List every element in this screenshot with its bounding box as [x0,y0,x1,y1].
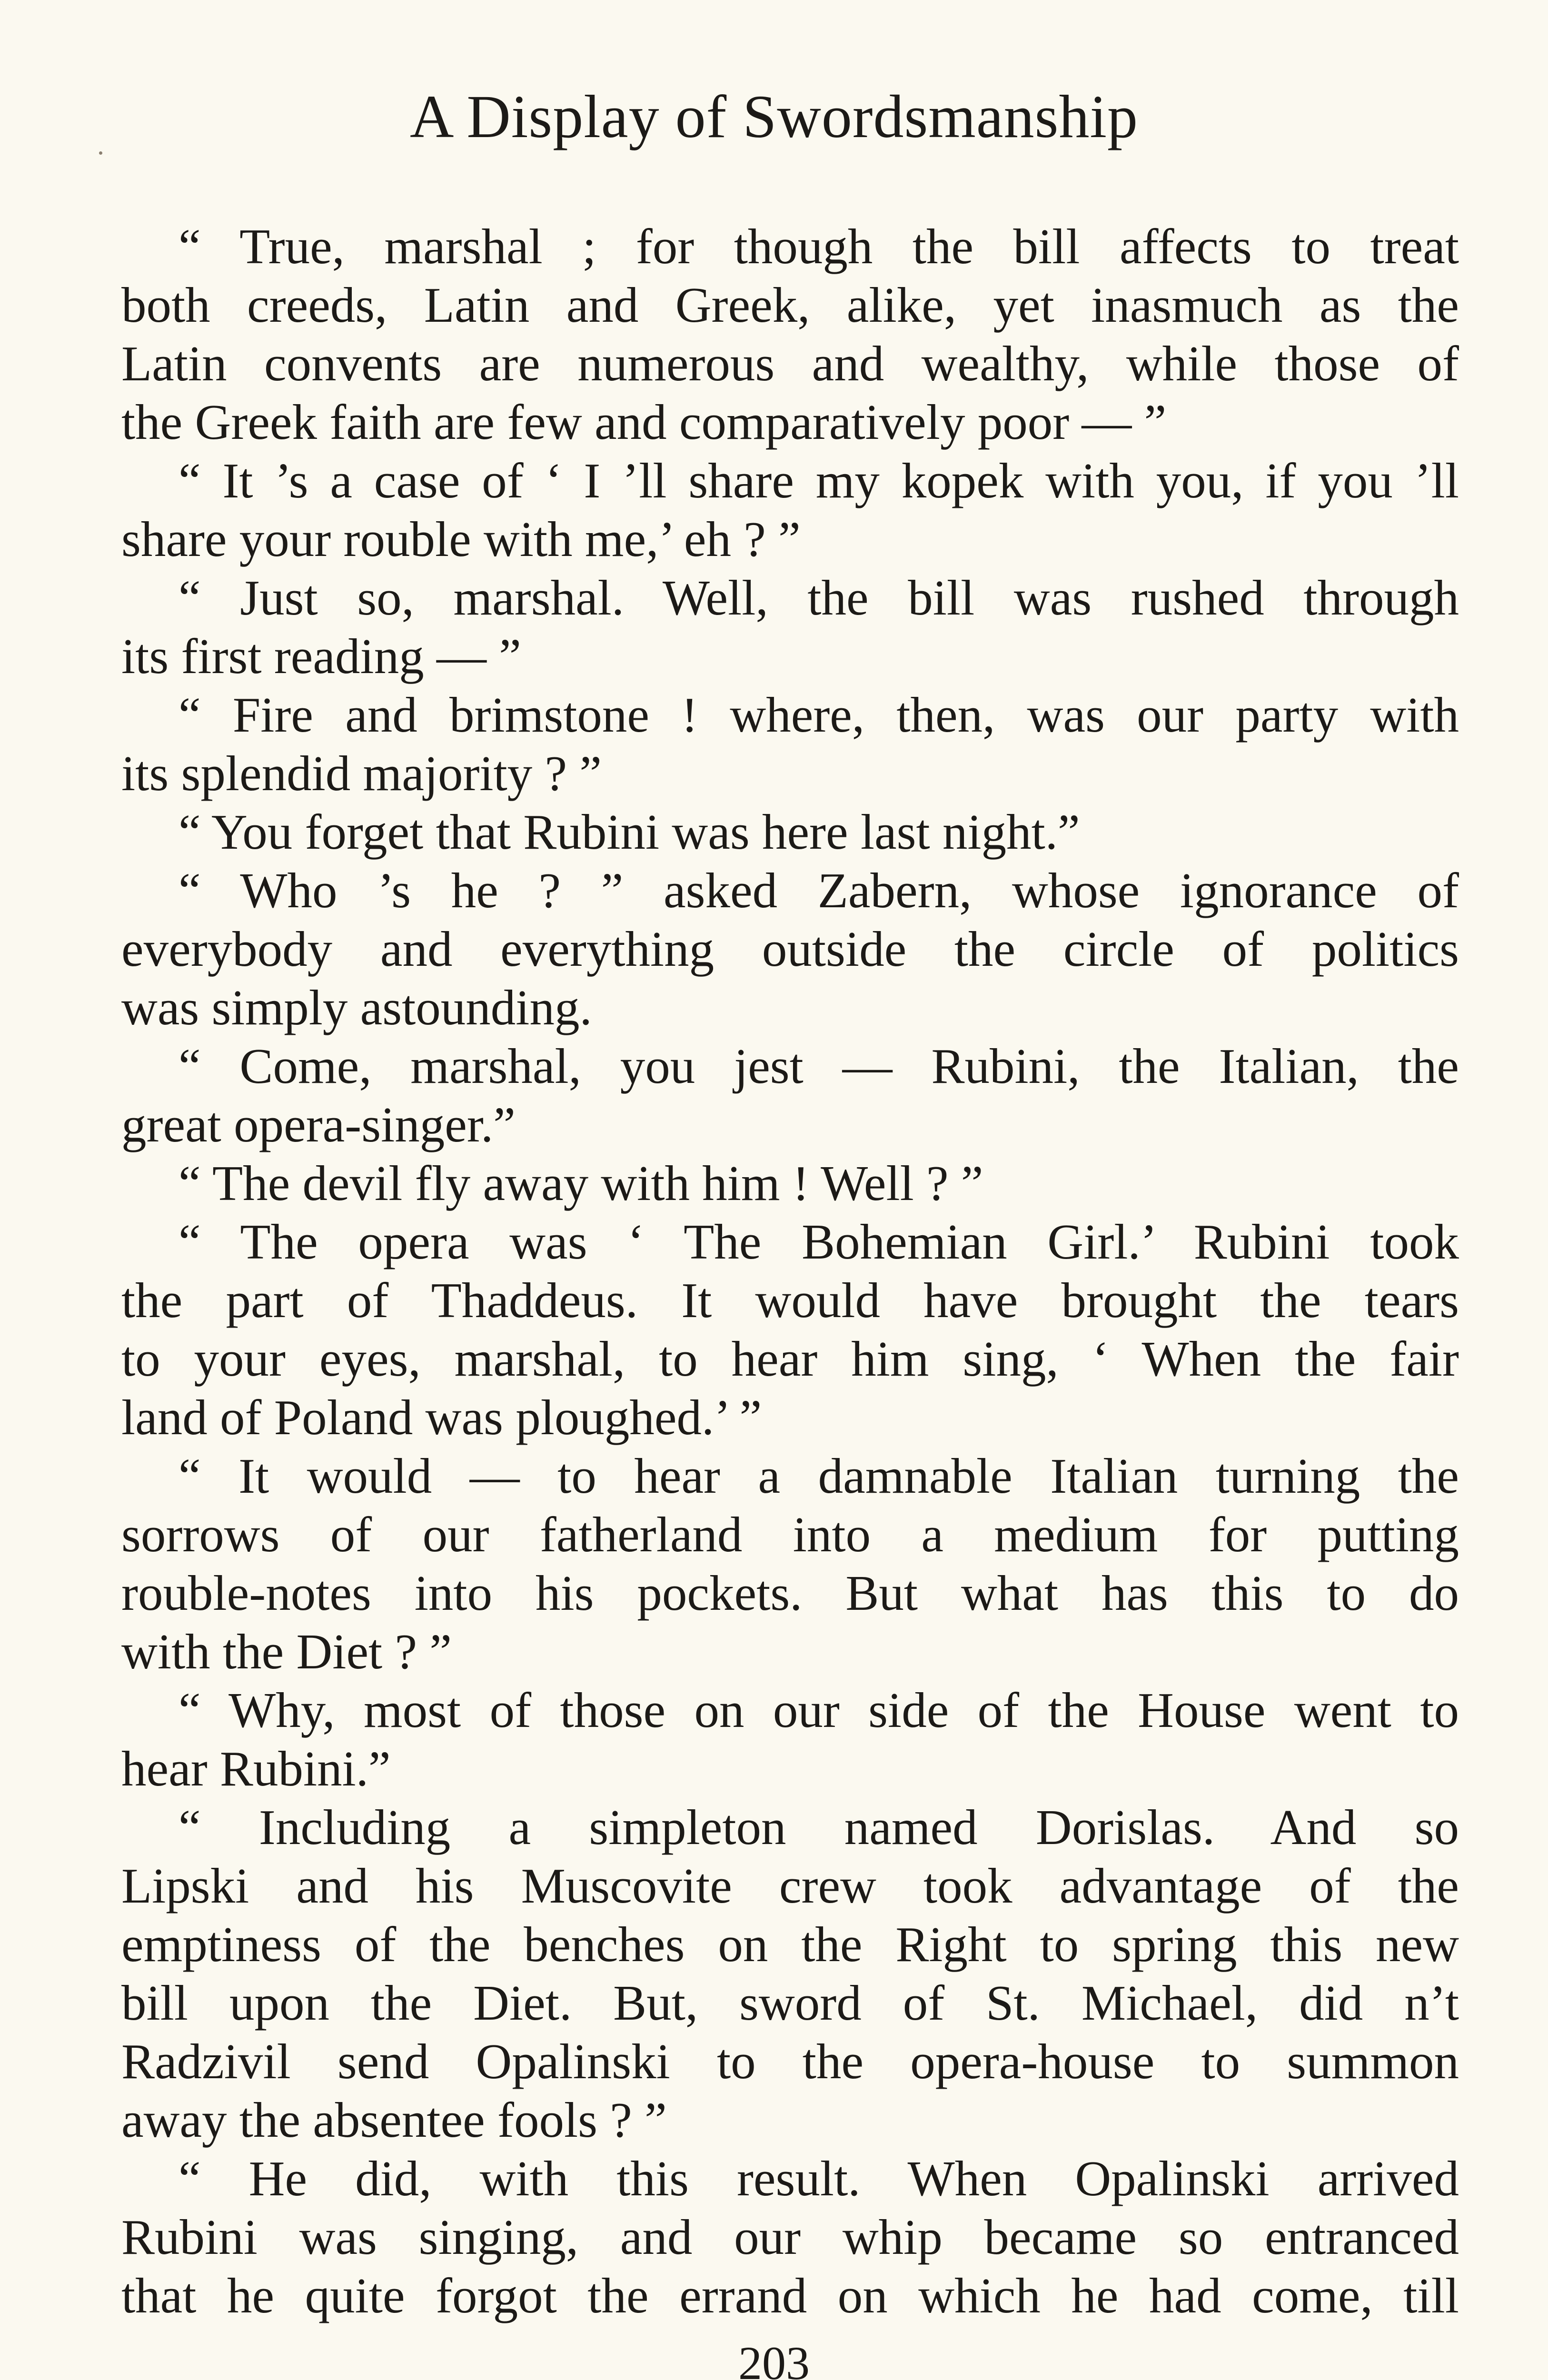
text-line: “ It would — to hear a damnable Italian turning the [179,1448,1459,1504]
text-line: sorrows of our fatherland into a medium for putting [121,1507,1459,1562]
text-line: Latin convents are numerous and wealthy, while those of [121,336,1459,391]
body-text [121,217,1459,2325]
text-line: share your rouble with me,’ eh ? ” [121,511,801,567]
text-line: bill upon the Diet. But, sword of St. Michael, did n’t [121,1975,1459,2031]
text-line: hear Rubini.” [121,1741,391,1796]
text-line: Lipski and his Muscovite crew took advantage of the [121,1858,1459,1914]
text-line: great opera-singer.” [121,1097,516,1152]
text-line: “ It ’s a case of ‘ I ’ll share my kopek with you, if you ’ll [179,453,1459,508]
text-line: “ True, marshal ; for though the bill affects to treat [179,218,1459,274]
text-line: land of Poland was ploughed.’ ” [121,1389,762,1445]
text-line: emptiness of the benches on the Right to spring this new [121,1916,1459,1972]
text-line: “ Just so, marshal. Well, the bill was rushed through [179,570,1459,625]
text-line: “ You forget that Rubini was here last night.” [179,804,1080,860]
text-line: “ The opera was ‘ The Bohemian Girl.’ Rubini took [179,1214,1459,1269]
page-number: 203 [738,2337,810,2380]
text-line: its first reading — ” [121,628,521,684]
text-line: rouble-notes into his pockets. But what has this to do [121,1565,1459,1621]
paper-speck [99,151,102,155]
text-line: away the absentee fools ? ” [121,2092,667,2148]
text-line: the part of Thaddeus. It would have brought the tears [121,1272,1459,1328]
text-line: the Greek faith are few and comparatively poor — ” [121,394,1167,450]
text-line: “ Come, marshal, you jest — Rubini, the Italian, the [179,1038,1459,1094]
text-line: “ Including a simpleton named Dorislas. And so [179,1799,1459,1855]
text-line: Rubini was singing, and our whip became so entranced [121,2209,1459,2265]
text-line: was simply astounding. [121,980,592,1035]
text-line: with the Diet ? ” [121,1624,452,1679]
text-line: “ Who ’s he ? ” asked Zabern, whose ignorance of [179,863,1459,918]
text-line: that he quite forgot the errand on which he had come, till [121,2268,1459,2323]
text-line: to your eyes, marshal, to hear him sing, ‘ When the fair [121,1331,1459,1387]
text-line: Radzivil send Opalinski to the opera-house to summon [121,2033,1459,2089]
text-line: both creeds, Latin and Greek, alike, yet inasmuch as the [121,277,1459,333]
text-line: its splendid majority ? ” [121,745,602,801]
text-line: “ Fire and brimstone ! where, then, was our party with [179,687,1459,743]
text-line: everybody and everything outside the circle of politics [121,921,1459,977]
text-line: “ Why, most of those on our side of the House went to [179,1682,1459,1738]
text-line: “ The devil fly away with him ! Well ? ” [179,1155,983,1211]
running-head: A Display of Swordsmanship [410,83,1138,150]
text-line: “ He did, with this result. When Opalinski arrived [179,2151,1459,2206]
